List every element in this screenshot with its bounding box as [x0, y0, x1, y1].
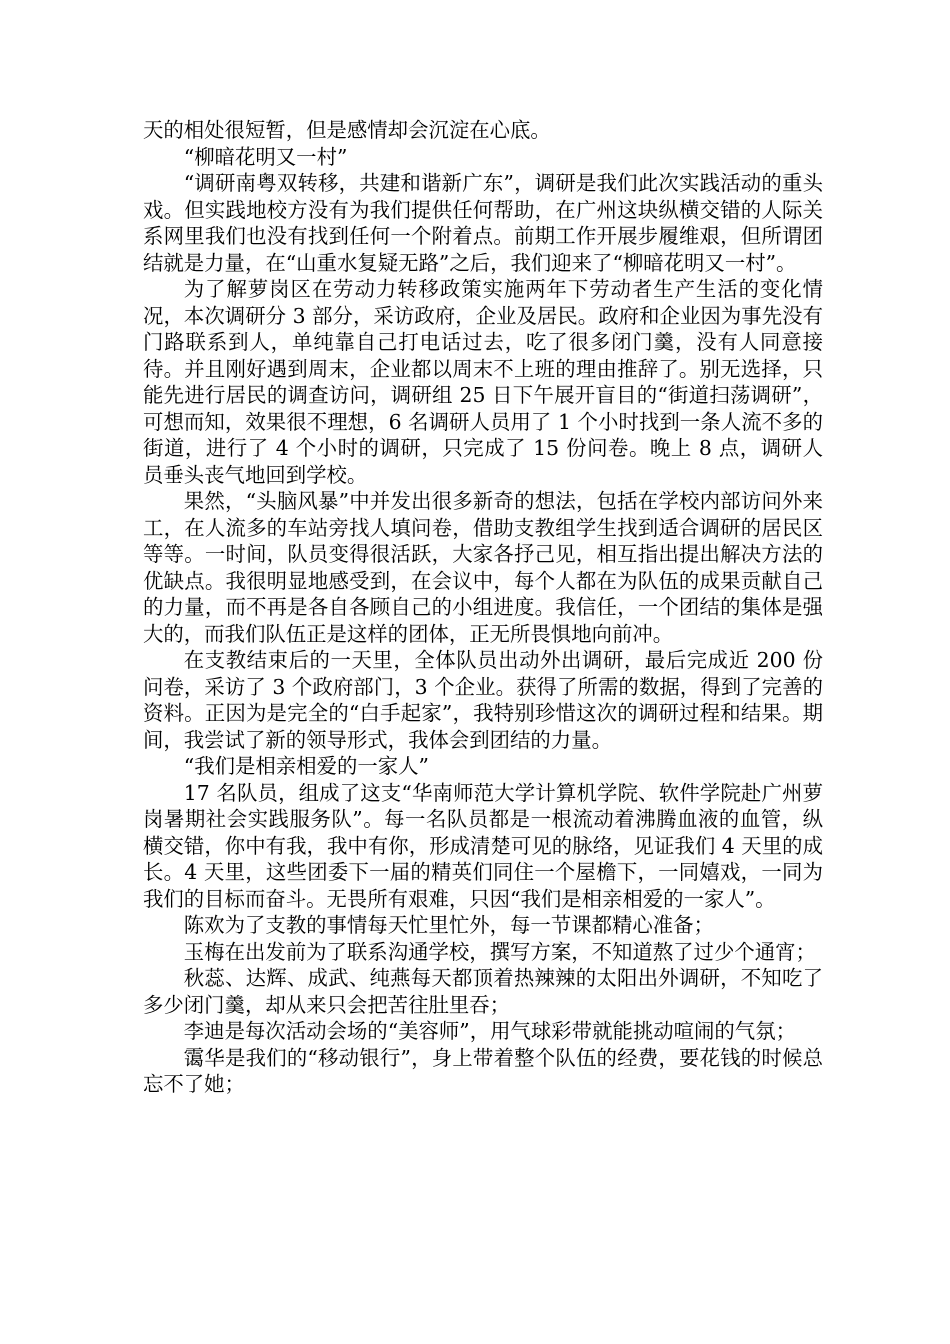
document-page: [143, 117, 823, 1098]
paragraph-member-yumei: 玉梅在出发前为了联系沟通学校，撰写方案，不知道熬了过少个通宵；: [183, 939, 816, 964]
paragraph-member-chenhuan: 陈欢为了支教的事情每天忙里忙外，每一节课都精心准备；: [183, 913, 714, 937]
paragraph-research-intro: “调研南粤双转移，共建和谐新广东”，调研是我们此次实践活动的重头戏。但实践地校方没有为我们提供任何帮助，在广州这块纵横交错的人际关系网里我们也没有找到任何一个附着点。前期工作开展步履维艰，但所谓团结就是力量，在“山重水复疑无路”之后，我们迎来了“柳暗花明又一村”。: [143, 171, 823, 275]
paragraph-research-details: 为了解萝岗区在劳动力转移政策实施两年下劳动者生产生活的变化情况，本次调研分 3 部分，采访政府，企业及居民。政府和企业因为事先没有门路联系到人，单纯靠自己打电话过去，吃了很多闭门羹，没有人同意接待。并且刚好遇到周末，企业都以周末不上班的理由推辞了。别无选择，只能先进行居民的调查访问，调研组 25 日下午展开盲目的“街道扫荡调研”，可想而知，效果很不理想，6 名调研人员用了 1 个小时找到一条人流不多的街道，进行了 4 个小时的调研，只完成了 15 份问卷。晚上 8 点，调研人员垂头丧气地回到学校。: [143, 277, 823, 487]
paragraph-team-intro: 17 名队员，组成了这支“华南师范大学计算机学院、软件学院赴广州萝岗暑期社会实践服务队”。每一名队员都是一根流动着沸腾血液的血管，纵横交错，你中有我，我中有你，形成清楚可见的脉络，见证我们 4 天里的成长。4 天里，这些团委下一届的精英们同住一个屋檐下，一同嬉戏，一同为我们的目标而奋斗。无畏所有艰难，只因“我们是相亲相爱的一家人”。: [143, 780, 823, 911]
paragraph-continuation: 天的相处很短暂，但是感情却会沉淀在心底。: [143, 118, 551, 142]
section-heading-liuan: “柳暗花明又一村”: [183, 144, 348, 169]
paragraph-research-result: 在支教结束后的一天里，全体队员出动外出调研，最后完成近 200 份问卷，采访了 3 个政府部门，3 个企业。获得了所需的数据，得到了完善的资料。正因为是完全的“白手起家”，我特别珍惜这次的调研过程和结果。期间，我尝试了新的领导形式，我体会到团结的力量。: [143, 648, 823, 752]
paragraph-member-aihua: 霭华是我们的“移动银行”，身上带着整个队伍的经费，要花钱的时候总忘不了她；: [143, 1045, 823, 1096]
paragraph-member-researchers: 秋蕊、达辉、成武、纯燕每天都顶着热辣辣的太阳出外调研，不知吃了多少闭门羹，却从来只会把苦往肚里吞；: [143, 966, 823, 1017]
section-heading-family: “我们是相亲相爱的一家人”: [183, 754, 429, 778]
paragraph-brainstorm: 果然，“头脑风暴”中并发出很多新奇的想法，包括在学校内部访问外来工，在人流多的车站旁找人填问卷，借助支教组学生找到适合调研的居民区等等。一时间，队员变得很活跃，大家各抒己见，相互指出提出解决方法的优缺点。我很明显地感受到，在会议中，每个人都在为队伍的成果贡献自己的力量，而不再是各自各顾自己的小组进度。我信任，一个团结的集体是强大的，而我们队伍正是这样的团体，正无所畏惧地向前冲。: [143, 489, 823, 646]
paragraph-member-lidi: 李迪是每次活动会场的“美容师”，用气球彩带就能挑动喧闹的气氛；: [183, 1019, 796, 1043]
